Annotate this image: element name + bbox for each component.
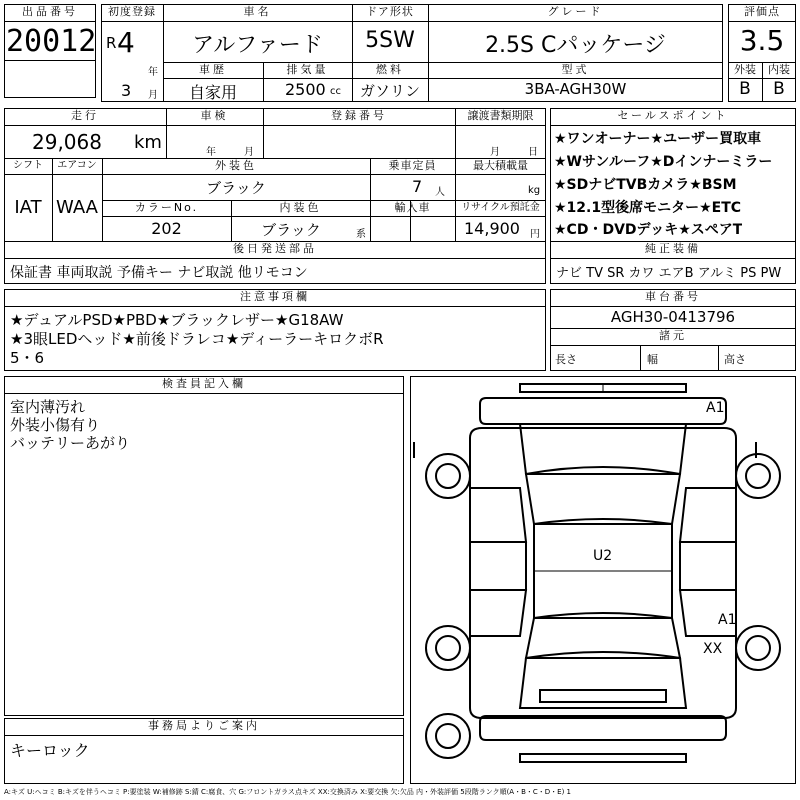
year-unit: 年 <box>148 67 158 78</box>
displacement-label: 排気量 <box>286 63 329 76</box>
door-type: 5SW <box>365 28 415 53</box>
interior-color-unit: 系 <box>356 229 366 240</box>
registration-year: 4 <box>117 26 135 59</box>
later-parts-label: 後日発送部品 <box>233 242 317 255</box>
first-registration-label: 初度登録 <box>108 5 156 18</box>
sales-point-line: ★SDナビTVBカメラ★BSM <box>554 177 737 193</box>
capacity-label: 乗車定員 <box>388 159 437 172</box>
notes-line: ★デュアルPSD★PBD★ブラックレザー★G18AW <box>10 311 344 329</box>
mileage-unit: km <box>134 132 162 153</box>
recycle-unit: 円 <box>530 229 540 240</box>
width-label: 幅 <box>647 353 658 366</box>
sales-point-line: ★CD・DVDデッキ★スペアT <box>554 222 743 238</box>
damage-mark-rear-right: A1 <box>718 612 737 628</box>
height-label: 高さ <box>724 353 746 366</box>
exterior-grade-label: 外装 <box>734 63 756 76</box>
exterior-color-label: 外装色 <box>215 159 257 172</box>
grade-value: 2.5S Cパッケージ <box>485 33 666 58</box>
damage-mark-front: A1 <box>706 400 725 416</box>
notes-line: ★3眼LEDヘッド★前後ドラレコ★ディーラーキロクボR <box>10 330 384 348</box>
interior-color-value: ブラック <box>261 221 321 239</box>
sales-points-label: セールスポイント <box>617 109 729 122</box>
displacement-value: 2500 <box>285 80 326 99</box>
inspector-label: 検査員記入欄 <box>162 377 246 390</box>
inspector-line: バッテリーあがり <box>10 434 131 452</box>
notes-line: 5・6 <box>10 349 45 367</box>
sales-point-line: ★Wサンルーフ★Dインナーミラー <box>554 154 773 170</box>
import-label: 輸入車 <box>394 201 431 214</box>
shift-value: IAT <box>14 197 42 218</box>
length-label: 長さ <box>555 353 577 366</box>
lot-number: 20012 <box>6 24 96 59</box>
interior-grade-label: 内装 <box>768 63 790 76</box>
mileage-label: 走行 <box>71 109 99 122</box>
transfer-deadline-label: 譲渡書類期限 <box>467 109 534 122</box>
equipment-label: 純正装備 <box>645 242 701 255</box>
capacity-value: 7 <box>412 177 423 196</box>
sales-point-line: ★12.1型後席モニター★ETC <box>554 200 742 216</box>
inspector-line: 室内薄汚れ <box>10 398 86 416</box>
office-value: キーロック <box>10 741 90 760</box>
score-value: 3.5 <box>739 24 785 57</box>
lot-label: 出品番号 <box>22 5 78 18</box>
registration-no-label: 登録番号 <box>331 109 387 122</box>
interior-grade-value: B <box>773 79 785 99</box>
chassis-value: AGH30-0413796 <box>610 308 736 326</box>
model-value: 3BA-AGH30W <box>524 80 627 98</box>
sales-point-line: ★ワンオーナー★ユーザー買取車 <box>554 131 762 147</box>
max-load-unit: kg <box>528 185 541 196</box>
exterior-color-value: ブラック <box>206 179 266 197</box>
inspector-line: 外装小傷有り <box>10 416 101 434</box>
displacement-unit: cc <box>330 86 341 97</box>
history-value: 自家用 <box>188 83 237 102</box>
aircon-label: エアコン <box>57 160 97 171</box>
interior-color-label: 内装色 <box>279 201 322 214</box>
inspection-label: 車検 <box>200 109 229 122</box>
vehicle-diagram <box>410 376 796 784</box>
color-no-value: 202 <box>151 219 182 238</box>
dimensions-label: 諸元 <box>659 329 687 342</box>
later-parts-value: 保証書 車両取説 予備キー ナビ取説 他リモコン <box>10 265 308 281</box>
deadline-month-unit: 月 <box>490 147 500 158</box>
damage-mark-roof: U2 <box>593 548 613 564</box>
fuel-value: ガソリン <box>359 82 420 100</box>
exterior-grade-value: B <box>739 79 751 99</box>
car-name-label: 車名 <box>243 5 272 18</box>
door-label: ドア形状 <box>366 5 414 18</box>
car-name: アルファード <box>192 33 323 58</box>
shift-label: シフト <box>13 160 43 171</box>
office-label: 事務局よりご案内 <box>148 719 260 732</box>
mileage-value: 29,068 <box>32 130 102 154</box>
grade-label: グレード <box>547 5 604 18</box>
era-letter: R <box>106 34 117 52</box>
notes-label: 注意事項欄 <box>240 290 310 303</box>
aircon-value: WAA <box>56 197 98 218</box>
inspection-year-unit: 年 <box>206 147 216 158</box>
score-label: 評価点 <box>744 5 780 18</box>
legend: A:キズ U:ヘコミ B:キズを伴うヘコミ P:要塗装 W:補修跡 S:錆 C:腐食、穴 G:フロントガラス点キズ XX:交換済み X:要交換 欠:欠品 内・外装評価 5段階ランク順(A・B・C・D・E) 1 <box>4 788 572 796</box>
fuel-label: 燃料 <box>376 63 404 76</box>
registration-month: 3 <box>121 81 132 100</box>
history-label: 車歴 <box>199 63 227 76</box>
capacity-unit: 人 <box>435 187 445 198</box>
damage-mark-rear-bumper: XX <box>703 641 723 657</box>
deadline-day-unit: 日 <box>528 147 538 158</box>
max-load-label: 最大積載量 <box>473 159 528 172</box>
inspection-month-unit: 月 <box>244 147 254 158</box>
equipment-value: ナビ TV SR カワ エアB アルミ PS PW <box>556 266 782 281</box>
model-label: 型式 <box>561 63 590 76</box>
color-no-label: カラーNo. <box>134 201 199 214</box>
month-unit: 月 <box>148 90 158 101</box>
recycle-value: 14,900 <box>464 219 520 238</box>
chassis-label: 車台番号 <box>645 290 701 303</box>
recycle-label: リサイクル預託金 <box>461 202 540 213</box>
